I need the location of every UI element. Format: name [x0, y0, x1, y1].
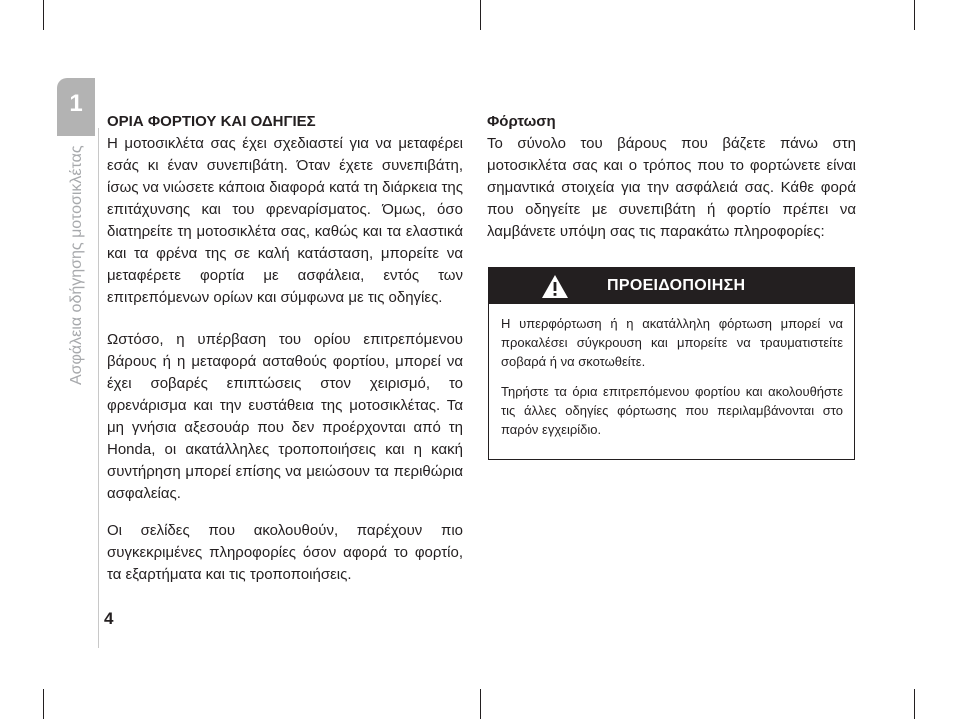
crop-mark — [914, 689, 915, 719]
chapter-number: 1 — [69, 90, 83, 117]
crop-mark — [43, 689, 44, 719]
right-column — [487, 111, 856, 243]
warning-triangle-icon — [541, 274, 569, 299]
warning-box — [488, 267, 855, 460]
crop-mark — [43, 0, 44, 30]
warning-text-1: Η υπερφόρτωση ή η ακατάλληλη φόρτωση μπορεί να προκαλέσει σύγκρουση και μπορείτε να τραυματιστείτε σοβαρά ή να σκοτωθείτε. — [501, 316, 843, 369]
crop-mark — [914, 0, 915, 30]
warning-paragraph: Ωστόσο, η υπέρβαση του ορίου επιτρεπόμενου βάρους ή η μεταφορά ασταθούς φορτίου, μπορεί να έχει σοβαρές επιπτώσεις στον χειρισμό, το φρενάρισμα και την ευστάθεια της μοτοσικλέτας. Τα μη γνήσια αξεσουάρ που δεν προέρχονται από τη Honda, οι ακατάλληλες τροποποιήσεις και η κακή συντήρηση μπορεί επίσης να μειώσουν τα περιθώρια ασφαλείας. — [107, 331, 463, 502]
crop-mark — [480, 689, 481, 719]
left-column — [107, 111, 463, 505]
page-number: 4 — [104, 609, 114, 628]
warning-text-2: Τηρήστε τα όρια επιτρεπόμενου φορτίου και ακολουθήστε τις άλλες οδηγίες φόρτωσης που περιλαμβάνονται στο παρόν εγχειρίδιο. — [501, 384, 843, 437]
section-heading: ΟΡΙΑ ΦΟΡΤΙΟΥ ΚΑΙ ΟΔΗΓΙΕΣ — [107, 113, 316, 130]
crop-mark — [480, 0, 481, 30]
loading-heading: Φόρτωση — [487, 113, 556, 130]
following-pages-paragraph: Οι σελίδες που ακολουθούν, παρέχουν πιο συγκεκριμένες πληροφορίες όσον αφορά το φορτίο, τα εξαρτήματα και τις τροποποιήσεις. — [107, 522, 463, 583]
warning-body — [489, 304, 854, 439]
chapter-title-vertical: Ασφάλεια οδήγησης μοτοσικλέτας — [68, 145, 85, 385]
loading-paragraph: Το σύνολο του βάρους που βάζετε πάνω στη μοτοσικλέτα σας και ο τρόπος που το φορτώνετε είναι σημαντικά στοιχεία για την ασφάλειά σας. Κάθε φορά που οδηγείτε με συνεπιβάτη ή φορτίο πρέπει να λαμβάνετε υπόψη σας τις παρακάτω πληροφορίες: — [487, 135, 856, 240]
warning-header — [489, 268, 854, 304]
warning-title: ΠΡΟΕΙΔΟΠΟΙΗΣΗ — [607, 277, 746, 294]
margin-rule — [98, 128, 99, 648]
intro-paragraph: Η μοτοσικλέτα σας έχει σχεδιαστεί για να μεταφέρει εσάς κι έναν συνεπιβάτη. Όταν έχετε συνεπιβάτη, ίσως να νιώσετε κάποια διαφορά κατά τη διάρκεια της επιτάχυνσης και του φρεναρίσματος. Όμως, όσο διατηρείτε τη μοτοσικλέτα σας, καθώς και τα ελαστικά και τα φρένα της σε καλή κατάσταση, μπορείτε να μεταφέρετε φορτία με ασφάλεια, εντός των επιτρεπόμενων ορίων και σύμφωνα με τις οδηγίες. — [107, 135, 463, 306]
